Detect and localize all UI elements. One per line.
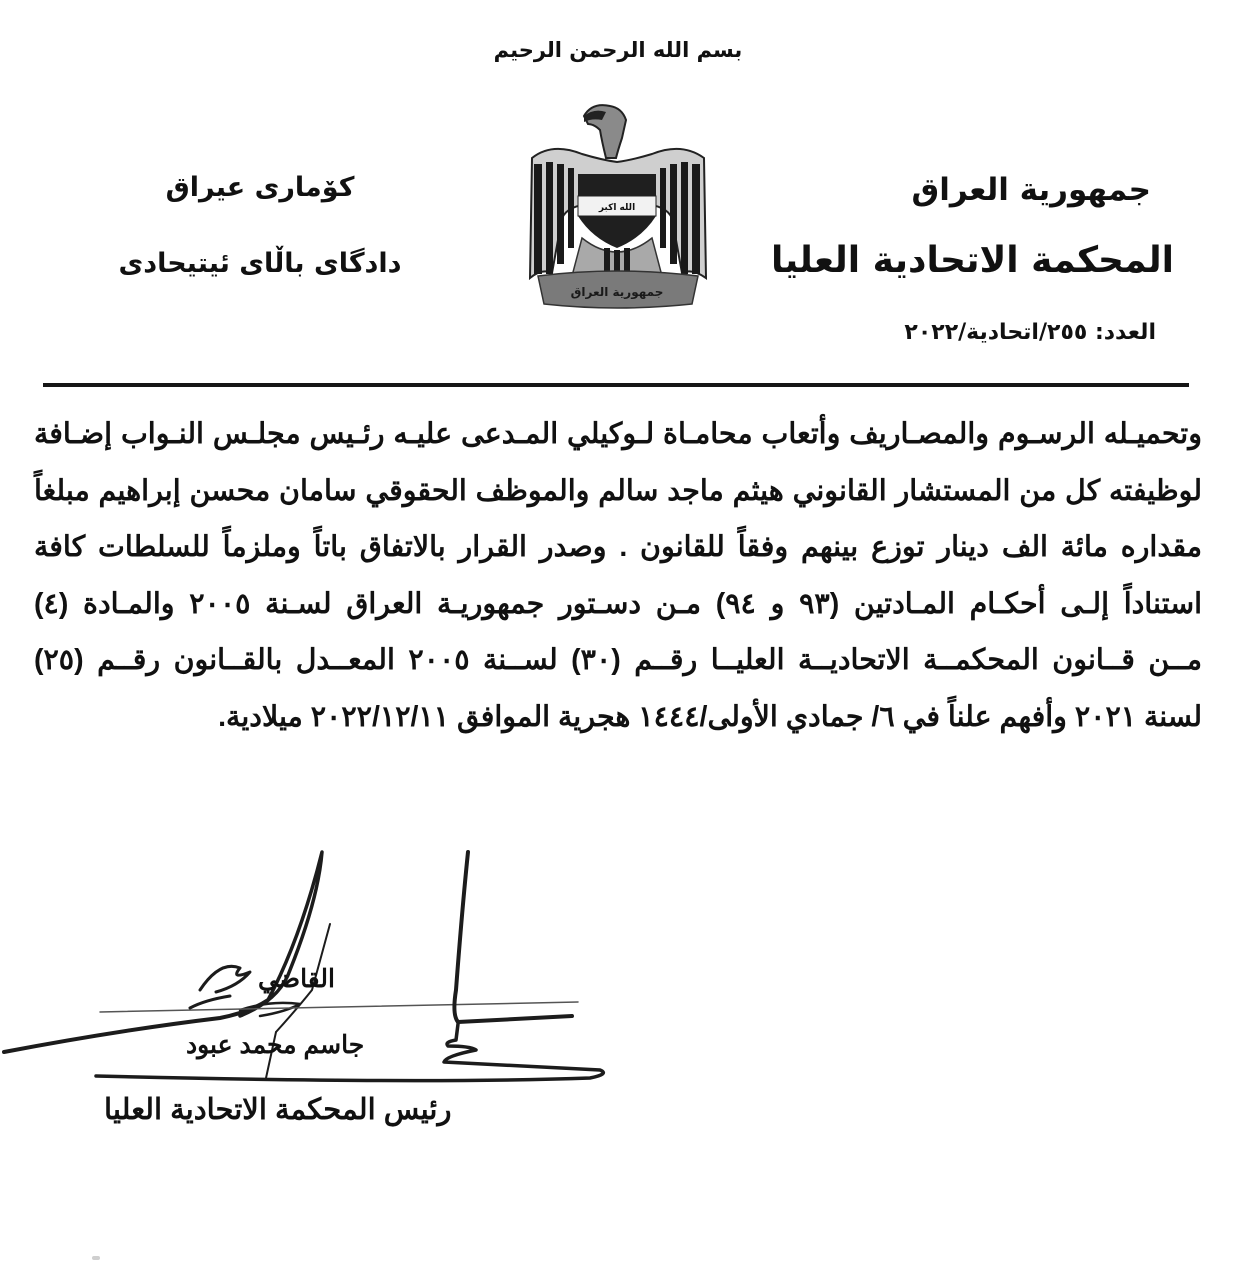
- court-name-kurdish: دادگای باڵای ئیتیحادی: [118, 248, 402, 279]
- judge-role: رئيس المحكمة الاتحادية العليا: [104, 1094, 452, 1126]
- body-line: لوظيفته كل من المستشار القانوني هيثم ماجد سالم والموظف الحقوقي سامان محسن إبراهيم مبلغاً: [34, 474, 1202, 507]
- country-name-arabic: جمهورية العراق: [911, 172, 1151, 208]
- header-divider: [43, 383, 1189, 387]
- country-name-kurdish: كۆماری عيراق: [165, 172, 355, 203]
- scroll-text: جمهورية العراق: [570, 285, 664, 299]
- judge-name: جاسم محمد عبود: [186, 1031, 365, 1059]
- shield-flag: [578, 174, 656, 248]
- basmala: بسم الله الرحمن الرحيم: [493, 38, 743, 62]
- body-line: مقداره مائة الف دينار توزع بينهم وفقاً للقانون . وصدر القرار بالاتفاق باتاً وملزماً للسلطات كافة: [34, 531, 1202, 563]
- body-line: مــن قــانون المحكمــة الاتحاديــة العليــا رقــم (٣٠) لســنة ٢٠٠٥ المعــدل بالقــانون رقــم (٢٥): [34, 644, 1202, 676]
- reference-number: العدد: ٢٥٥/اتحادية/٢٠٢٢: [904, 320, 1156, 345]
- shield-text: الله اكبر: [598, 203, 636, 213]
- court-name-arabic: المحكمة الاتحادية العليا: [771, 240, 1174, 281]
- body-line: استناداً إلـى أحكـام المـادتين (٩٣ و ٩٤) مـن دسـتور جمهوريـة العراق لسـنة ٢٠٠٥ والمـادة (٤): [34, 587, 1202, 620]
- decision-body: [34, 406, 1202, 745]
- signature-block: [0, 840, 640, 1140]
- body-line: وتحميـله الرسـوم والمصـاريف وأتعاب محامـاة لـوكيلي المـدعى عليـه رئـيس مجلـس النـواب إضـافة: [34, 418, 1202, 450]
- body-line: لسنة ٢٠٢١ وأفهم علناً في ٦/ جمادي الأولى/١٤٤٤ هجرية الموافق ٢٠٢٢/١٢/١١ ميلادية.: [218, 700, 1202, 733]
- eagle-emblem-icon: [522, 98, 712, 313]
- scan-speck: [92, 1256, 100, 1260]
- judge-title: القاضي: [258, 965, 335, 993]
